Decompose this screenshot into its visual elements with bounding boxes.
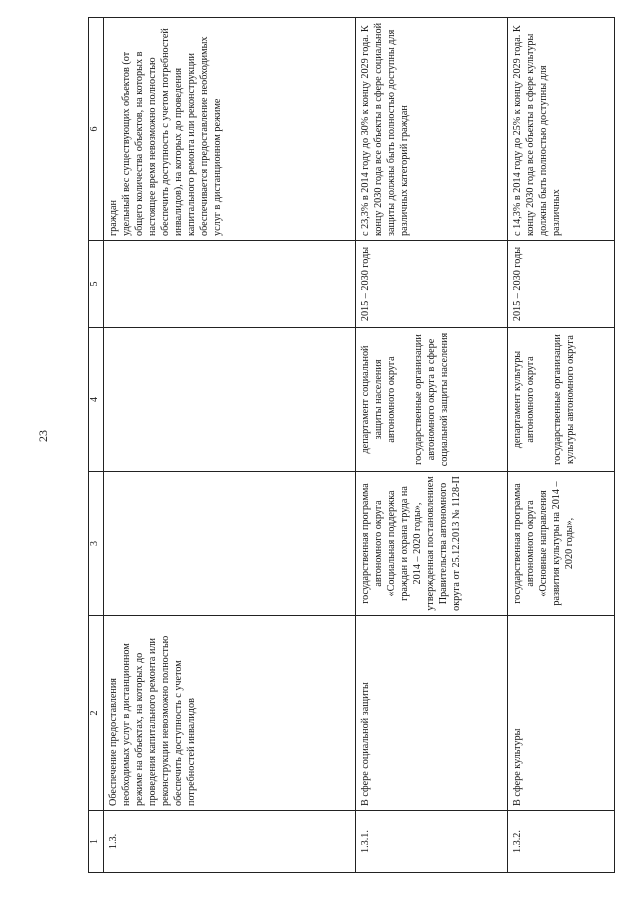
executor-organizations: государственные организации культуры автономного округа <box>552 334 577 465</box>
period-cell <box>104 241 356 328</box>
rotated-page-content <box>88 22 610 873</box>
program-cell: государственная программа автономного округа «Основные направления развития культуры на 2014 – 2020 годы», <box>508 472 615 616</box>
column-header-1: 1 <box>89 811 104 873</box>
table-row <box>104 18 356 873</box>
executor-organizations: государственные организации автономного округа в сфере социальной защиты населения <box>413 332 451 467</box>
table-row <box>508 18 615 873</box>
measures-table <box>88 17 615 873</box>
column-header-6: 6 <box>89 18 104 241</box>
page-number: 23 <box>36 430 50 442</box>
program-cell: государственная программа автономного округа «Социальная поддержка граждан и охрана труда на 2014 – 2020 годы», утвержденная постановлением Правительства автономного округа от 25.12.2013 № 1128-П <box>356 472 508 616</box>
column-header-4: 4 <box>89 328 104 472</box>
period-cell: 2015 – 2030 годы <box>508 241 615 328</box>
row-number: 1.3.1. <box>356 811 508 873</box>
period-cell: 2015 – 2030 годы <box>356 241 508 328</box>
column-header-2: 2 <box>89 616 104 811</box>
indicator-cell: с 23,3% в 2014 году до 30% к концу 2029 года. К концу 2030 года все объекты в сфере социальной защиты должны быть полностью доступны для различных категорий граждан <box>356 18 508 241</box>
measure-name: Обеспечение предоставления необходимых услуг в дистанционном режиме на объектах, на которых до проведения капитального ремонта или реконструкции невозможно полностью обеспечить доступность с учетом потребностей инвалидов <box>104 616 356 811</box>
executor-department: департамент культуры автономного округа <box>512 350 537 449</box>
row-number: 1.3. <box>104 811 356 873</box>
header-row <box>89 18 104 873</box>
executor-cell <box>104 328 356 472</box>
row-number: 1.3.2. <box>508 811 615 873</box>
measure-name: В сфере социальной защиты <box>356 616 508 811</box>
column-header-3: 3 <box>89 472 104 616</box>
indicator-text: удельный вес существующих объектов (от общего количества объектов, на которых в настоящее время невозможно полностью обеспечить доступность с учетом потребностей инвалидов), на которых до проведения капитального ремонта или реконструкции обеспечивается предоставление необходимых услуг в дистанционном режиме <box>121 28 224 236</box>
executor-cell <box>508 328 615 472</box>
indicator-continuation: граждан <box>108 200 119 236</box>
executor-cell <box>356 328 508 472</box>
measure-name: В сфере культуры <box>508 616 615 811</box>
program-cell <box>104 472 356 616</box>
executor-department: департамент социальной защиты населения автономного округа <box>360 345 398 454</box>
column-header-5: 5 <box>89 241 104 328</box>
table-row <box>356 18 508 873</box>
indicator-cell <box>104 18 356 241</box>
indicator-cell: с 14,3% в 2014 году до 25% к концу 2029 года. К концу 2030 года все объекты в сфере культуры должны быть полностью доступны для различных <box>508 18 615 241</box>
